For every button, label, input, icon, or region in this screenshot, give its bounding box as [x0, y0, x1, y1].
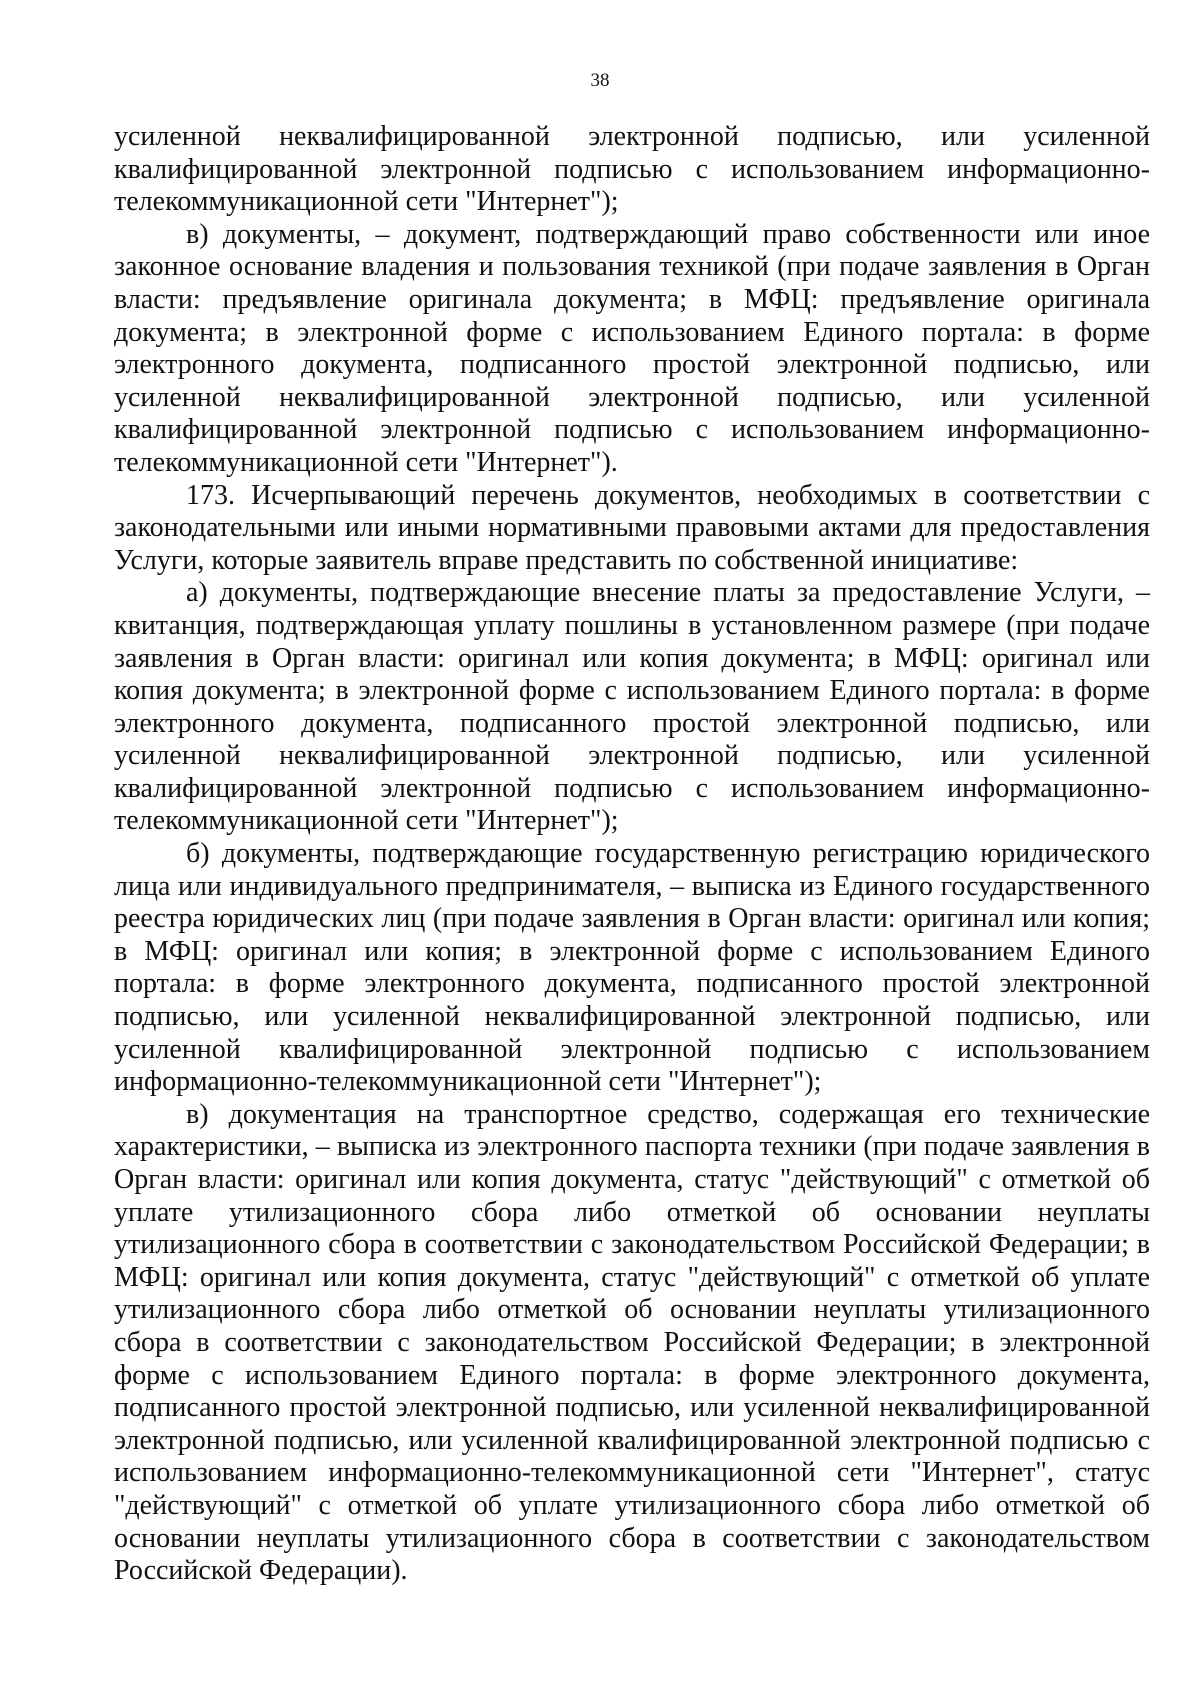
- paragraph-item-b-registration: б) документы, подтверждающие государственную регистрацию юридического лица или индивидуального предпринимателя, – выписка из Единого государственного реестра юридических лиц (при подаче заявления в Орган власти: оригинал или копия; в МФЦ: оригинал или копия; в электронной форме с использованием Единого портала: в форме электронного документа, подписанного простой электронной подписью, или усиленной неквалифицированной электронной подписью, или усиленной квалифицированной электронной подписью с использованием информационно-телекоммуникационной сети "Интернет");: [114, 838, 1150, 1098]
- paragraph-173: 173. Исчерпывающий перечень документов, необходимых в соответствии с законодательными или иными нормативными правовыми актами для предоставления Услуги, которые заявитель вправе представить по собственной инициативе:: [114, 479, 1150, 576]
- paragraph-continuation: усиленной неквалифицированной электронной подписью, или усиленной квалифицированной электронной подписью с использованием информационно-телекоммуникационной сети "Интернет");: [114, 121, 1150, 218]
- paragraph-item-v-vehicle-docs: в) документация на транспортное средство, содержащая его технические характеристики, – выписка из электронного паспорта техники (при подаче заявления в Орган власти: оригинал или копия документа, статус "действующий" с отметкой об уплате утилизационного сбора либо отметкой об основании неуплаты утилизационного сбора в соответствии с законодательством Российской Федерации; в МФЦ: оригинал или копия документа, статус "действующий" с отметкой об уплате утилизационного сбора либо отметкой об основании неуплаты утилизационного сбора в соответствии с законодательством Российской Федерации; в электронной форме с использованием Единого портала: в форме электронного документа, подписанного простой электронной подписью, или усиленной неквалифицированной электронной подписью, или усиленной квалифицированной электронной подписью с использованием информационно-телекоммуникационной сети "Интернет", статус "действующий" с отметкой об уплате утилизационного сбора либо отметкой об основании неуплаты утилизационного сбора в соответствии с законодательством Российской Федерации).: [114, 1098, 1150, 1587]
- paragraph-item-a-payment: а) документы, подтверждающие внесение платы за предоставление Услуги, – квитанция, подтверждающая уплату пошлины в установленном размере (при подаче заявления в Орган власти: оригинал или копия документа; в МФЦ: оригинал или копия документа; в электронной форме с использованием Единого портала: в форме электронного документа, подписанного простой электронной подписью, или усиленной неквалифицированной электронной подписью, или усиленной квалифицированной электронной подписью с использованием информационно-телекоммуникационной сети "Интернет");: [114, 577, 1150, 837]
- document-body: [114, 121, 1150, 1588]
- page-number: 38: [590, 70, 610, 91]
- paragraph-item-v-ownership: в) документы, – документ, подтверждающий право собственности или иное законное основание владения и пользования техникой (при подаче заявления в Орган власти: предъявление оригинала документа; в МФЦ: предъявление оригинала документа; в электронной форме с использованием Единого портала: в форме электронного документа, подписанного простой электронной подписью, или усиленной неквалифицированной электронной подписью, или усиленной квалифицированной электронной подписью с использованием информационно-телекоммуникационной сети "Интернет").: [114, 218, 1150, 478]
